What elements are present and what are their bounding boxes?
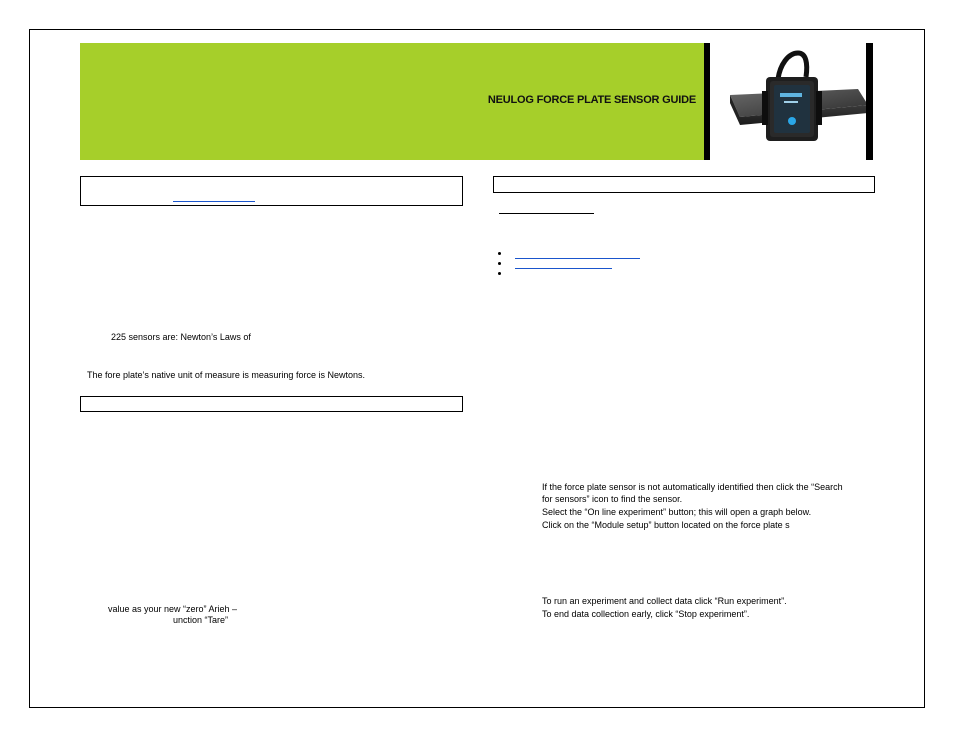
sensors-text: 225 sensors are: Newton’s Laws of: [111, 332, 251, 342]
header-banner: [80, 43, 704, 160]
guide-title: NEULOG FORCE PLATE SENSOR GUIDE: [487, 94, 696, 106]
section-header-box: [80, 396, 463, 412]
bullet-link-1[interactable]: [515, 258, 640, 259]
bullet-1: [498, 252, 501, 255]
stop-experiment-text: To end data collection early, click “Stop experiment”.: [542, 609, 750, 619]
bullet-3: [498, 272, 501, 275]
unit-text: The fore plate’s native unit of measure is measuring force is Newtons.: [87, 370, 365, 380]
step2-text: Select the “On line experiment” button; this will open a graph below.: [542, 507, 812, 517]
step1-line1: If the force plate sensor is not automatically identified then click the “Search: [542, 482, 843, 492]
tare-text-line2: unction “Tare”: [173, 615, 229, 625]
underlined-heading: [499, 213, 594, 214]
bullet-link-2[interactable]: [515, 268, 612, 269]
run-experiment-text: To run an experiment and collect data click “Run experiment”.: [542, 596, 787, 606]
intro-box: [80, 176, 463, 206]
banner-right-edge: [866, 43, 873, 160]
bullet-2: [498, 262, 501, 265]
website-link[interactable]: [173, 201, 255, 202]
right-section-header-box: [493, 176, 875, 193]
step1-line2: for sensors” icon to find the sensor.: [542, 494, 683, 504]
force-plate-photo: [710, 43, 870, 160]
tare-text-line1: value as your new “zero” Arieh –: [108, 604, 238, 614]
step3-text: Click on the “Module setup” button located on the force plate s: [542, 520, 790, 530]
